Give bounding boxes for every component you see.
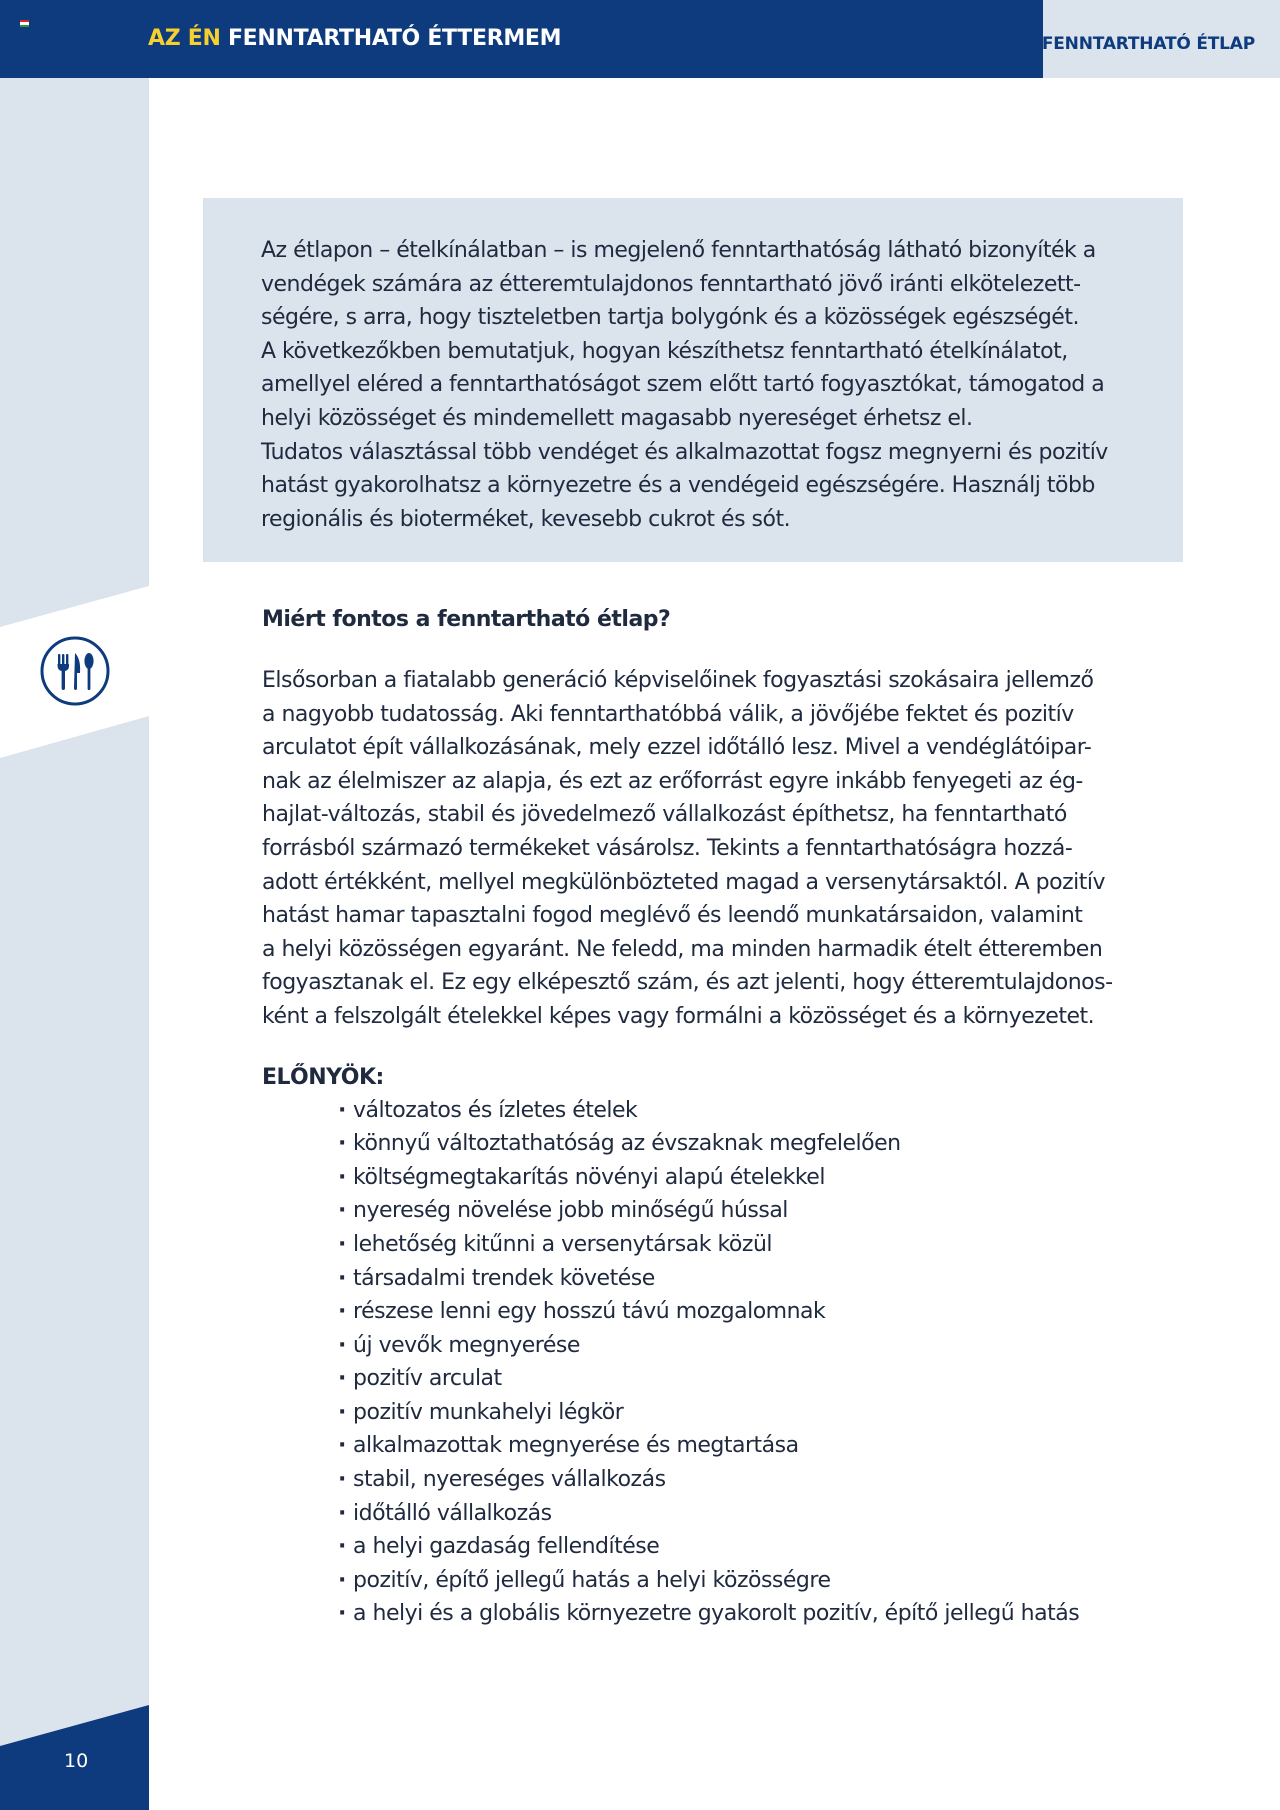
sidebar-band-bottom [0,716,149,1746]
benefits-list [338,1094,1162,1632]
benefit-item: · a helyi és a globális környezetre gyakorolt pozitív, építő jellegű hatás [338,1597,1162,1631]
body-line: Elsősorban a fiatalabb generáció képviselőinek fogyasztási szokásaira jellemző [262,668,1094,693]
body-line: ként a felszolgált ételekkel képes vagy formálni a közösséget és a környezetet. [262,1003,1095,1029]
section-label: FENNTARTHATÓ ÉTLAP [1041,34,1255,54]
page-number: 10 [64,1750,89,1772]
intro-line: regionális és bioterméket, kevesebb cukrot és sót. [261,506,791,532]
benefit-item: · pozitív, építő jellegű hatás a helyi közösségre [338,1564,1162,1598]
body-line: hajlat-változás, stabil és jövedelmező vállalkozást építhetsz, ha fenntartható [262,802,1067,828]
intro-line: A következőkben bemutatjuk, hogyan készíthetsz fenntartható ételkínálatot, [261,338,1068,364]
benefit-item: · társadalmi trendek követése [338,1262,1162,1296]
benefit-item: · stabil, nyereséges vállalkozás [338,1463,1162,1497]
section-heading: Miért fontos a fenntartható étlap? [262,607,671,632]
benefit-item: · nyereség növelése jobb minőségű hússal [338,1194,1162,1228]
flag-stripe-bottom [20,25,29,27]
body-line: adott értékként, mellyel megkülönbözteted magad a versenytársaktól. A pozitív [262,869,1105,895]
benefit-item: · a helyi gazdaság fellendítése [338,1530,1162,1564]
sidebar-band-top [0,78,149,627]
body-line: fogyasztanak el. Ez egy elképesztő szám, és azt jelenti, hogy étteremtulajdonos- [262,970,1113,996]
benefits-heading: ELŐNYÖK: [262,1064,384,1090]
benefit-item: · alkalmazottak megnyerése és megtartása [338,1429,1162,1463]
benefit-item: · könnyű változtathatóság az évszaknak megfelelően [338,1127,1162,1161]
benefit-item: · időtálló vállalkozás [338,1497,1162,1531]
intro-box [203,198,1183,562]
main-content [262,600,1162,1631]
intro-line: ségére, s arra, hogy tiszteletben tartja bolygónk és a közösségek egészségét. [261,305,1079,331]
intro-line: Az étlapon – ételkínálatban – is megjelenő fenntarthatóság látható bizonyíték a [261,238,1096,263]
body-line: hatást hamar tapasztalni fogod meglévő és leendő munkatársaidon, valamint [262,903,1083,929]
intro-line: helyi közösséget és mindemellett magasabb nyereséget érhetsz el. [261,405,973,431]
body-line: arculatot épít vállalkozásának, mely ezzel időtálló lesz. Mivel a vendéglátóipar- [262,735,1092,761]
header-title-rest: FENNTARTHATÓ ÉTTERMEM [227,26,562,51]
intro-text [261,234,1156,536]
body-line: a helyi közösségen egyaránt. Ne feledd, ma minden harmadik ételt étteremben [262,936,1103,962]
benefit-item: · részese lenni egy hosszú távú mozgalomnak [338,1295,1162,1329]
benefit-item: · új vevők megnyerése [338,1329,1162,1363]
benefit-item: · lehetőség kitűnni a versenytársak közül [338,1228,1162,1262]
benefit-item: · költségmegtakarítás növényi alapú ételekkel [338,1161,1162,1195]
intro-line: Tudatos választással több vendéget és alkalmazottat fogsz megnyerni és pozitív [261,439,1108,465]
benefit-item: · pozitív munkahelyi légkör [338,1396,1162,1430]
benefit-item: · pozitív arculat [338,1362,1162,1396]
intro-line: amellyel eléred a fenntarthatóságot szem előtt tartó fogyasztókat, támogatod a [261,372,1105,398]
benefit-item: · változatos és ízletes ételek [338,1094,1162,1128]
intro-line: hatást gyakorolhatsz a környezetre és a vendégeid egészségére. Használj több [261,473,1095,499]
body-line: a nagyobb tudatosság. Aki fenntarthatóbbá válik, a jövőjébe fektet és pozitív [262,701,1074,727]
body-line: forrásból származó termékeket vásárolsz. Tekints a fenntarthatóságra hozzá- [262,835,1073,861]
body-paragraph [262,664,1162,1034]
header-title-accent: AZ ÉN [148,26,221,51]
header-title [148,26,561,51]
cutlery-icon [40,636,110,706]
flag-icon [20,20,29,27]
sidebar-decoration [0,78,152,1810]
intro-line: vendégek számára az étteremtulajdonos fenntartható jövő iránti elkötelezett- [261,271,1081,297]
body-line: nak az élelmiszer az alapja, és ezt az erőforrást egyre inkább fenyegeti az ég- [262,768,1083,794]
